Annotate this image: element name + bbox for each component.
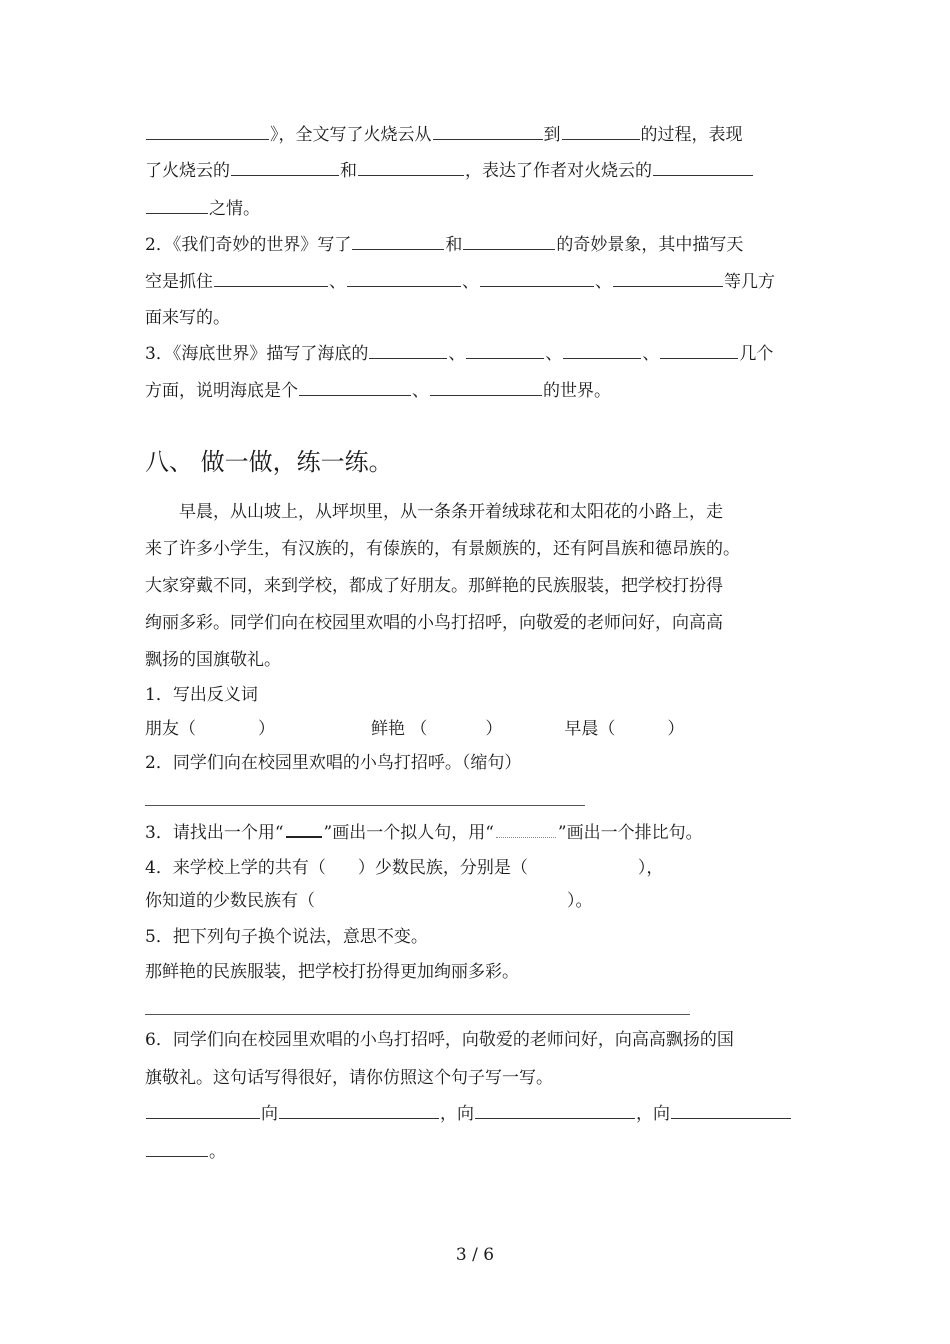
blank[interactable] <box>231 158 339 176</box>
q6: 6．同学们向在校园里欢唱的小鸟打招呼，向敬爱的老师问好，向高高飘扬的国 <box>145 1030 734 1050</box>
q6-line3: 向 ，向 ，向 <box>145 1101 805 1126</box>
blank[interactable] <box>369 341 447 359</box>
blank[interactable] <box>653 158 753 176</box>
q7-item2-line2: 空是抓住 、 、 、 等几方 <box>145 269 805 294</box>
blank[interactable] <box>279 1101 439 1119</box>
passage-line: 绚丽多彩。同学们向在校园里欢唱的小鸟打招呼，向敬爱的老师问好，向高高 <box>145 613 723 633</box>
blank[interactable] <box>475 1101 635 1119</box>
blank[interactable] <box>660 341 738 359</box>
straight-underline-mark <box>286 822 322 838</box>
blank[interactable] <box>562 122 640 140</box>
passage-line: 早晨，从山坡上，从坪坝里，从一条条开着绒球花和太阳花的小路上，走 <box>145 502 723 522</box>
blank[interactable] <box>463 232 555 250</box>
blank[interactable] <box>358 158 464 176</box>
blank[interactable] <box>480 269 594 287</box>
blank[interactable] <box>146 122 269 140</box>
q7-line3: 之情。 <box>145 196 805 221</box>
blank[interactable] <box>671 1101 791 1119</box>
q2: 2．同学们向在校园里欢唱的小鸟打招呼。（缩句） <box>145 753 522 773</box>
q7-line2: 了火烧云的 和 ，表达了作者对火烧云的 <box>145 158 805 183</box>
q1-antonyms: 朋友（ ） 鲜艳 （ ） 早晨（ ） <box>145 719 685 739</box>
q7-item2: 2．《我们奇妙的世界》写了 和 的奇妙景象，其中描写天 <box>145 232 805 257</box>
blank[interactable] <box>466 341 544 359</box>
passage-line: 飘扬的国旗敬礼。 <box>145 650 281 670</box>
q6-line4: 。 <box>145 1139 805 1164</box>
answer-line[interactable] <box>145 805 585 806</box>
blank[interactable] <box>430 378 542 396</box>
blank[interactable] <box>146 1139 208 1157</box>
blank[interactable] <box>613 269 723 287</box>
q4-line2: 你知道的少数民族有（ ）。 <box>145 891 593 911</box>
blank[interactable] <box>347 269 461 287</box>
blank[interactable] <box>352 232 444 250</box>
wavy-underline-mark <box>496 823 556 838</box>
page-number: 3 / 6 <box>455 1245 495 1265</box>
q1-title: 1．写出反义词 <box>145 685 258 705</box>
q3: 3．请找出一个用“ ”画出一个拟人句，用“ ”画出一个排比句。 <box>145 823 703 843</box>
q5-sentence: 那鲜艳的民族服装，把学校打扮得更加绚丽多彩。 <box>145 962 519 982</box>
section-heading: 八、 做一做，练一练。 <box>145 448 393 476</box>
q7-item3-line2: 方面，说明海底是个 、 的世界。 <box>145 378 805 403</box>
blank[interactable] <box>299 378 411 396</box>
blank[interactable] <box>146 1101 260 1119</box>
answer-line[interactable] <box>145 1014 690 1015</box>
q7-item2-line3: 面来写的。 <box>145 308 230 328</box>
blank[interactable] <box>563 341 641 359</box>
blank[interactable] <box>214 269 328 287</box>
q7-item3: 3．《海底世界》描写了海底的 、 、 、 几个 <box>145 341 805 366</box>
q6-line2: 旗敬礼。这句话写得很好，请你仿照这个句子写一写。 <box>145 1068 553 1088</box>
q7-line1: 》，全文写了火烧云从 到 的过程，表现 <box>145 122 805 147</box>
blank[interactable] <box>433 122 543 140</box>
passage-line: 大家穿戴不同，来到学校，都成了好朋友。那鲜艳的民族服装，把学校打扮得 <box>145 576 723 596</box>
q4: 4．来学校上学的共有（ ）少数民族，分别是（ ）， <box>145 858 664 878</box>
q5: 5．把下列句子换个说法，意思不变。 <box>145 927 428 947</box>
passage-line: 来了许多小学生，有汉族的，有傣族的，有景颇族的，还有阿昌族和德昂族的。 <box>145 539 740 559</box>
blank[interactable] <box>146 196 208 214</box>
